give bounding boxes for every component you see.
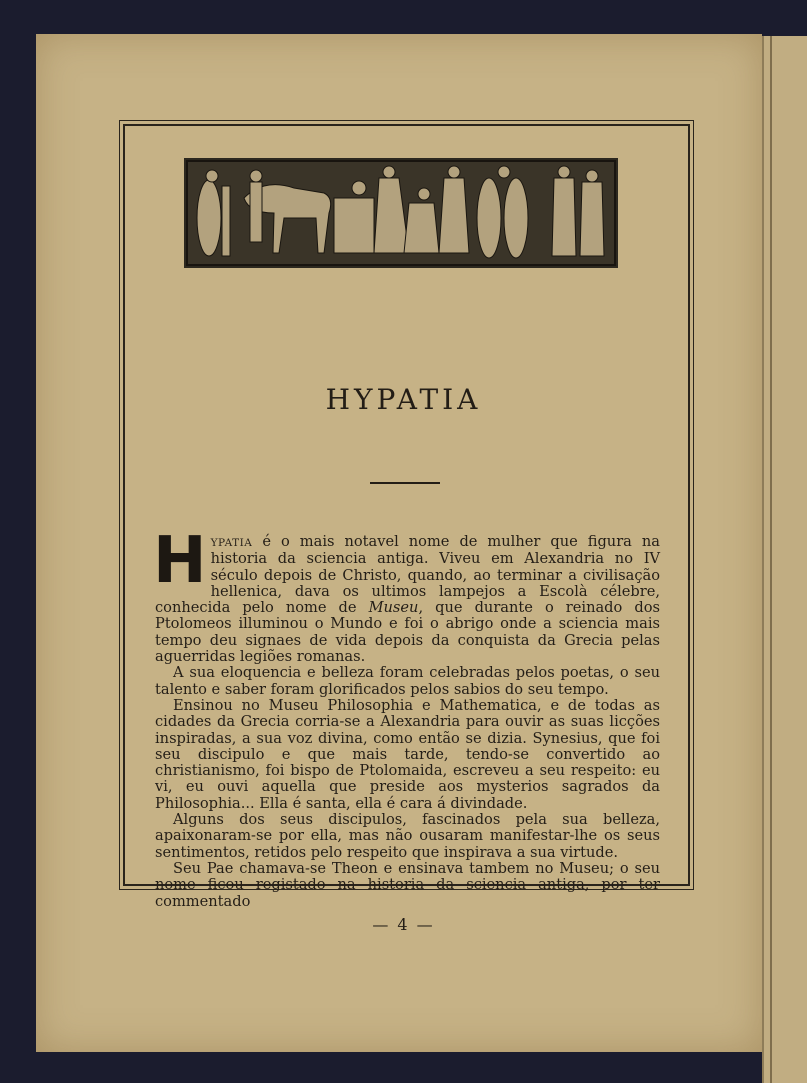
paragraph-1-end: , que durante o reinado dos Ptolomeos illuminou o Mundo e foi o abrigo onde a sciencia mais tempo deu signaes de vida depois da conquista da Grecia pelas aguerridas legiões romanas. [155,599,660,666]
paragraph [153,524,660,666]
frieze-figures [184,158,618,268]
paragraph-3: Ensinou no Museu Philosophia e Mathematica, e de todas as cidades da Grecia corria-se a Alexandria para ouvir as suas licções inspiradas, a sua voz divina, como então se dizia. Synesius, que foi seu discipulo e que mais tarde, tendo-se convertido ao christianismo, foi bispo de Ptolomaida, escreveu a seu respeito: eu vi, eu ouvi aquella que preside aos mysterios sagrados da Philosophia... Ella é santa, ella é cara á divindade. [155,696,660,812]
body-text [153,524,660,910]
page-number: — 4 — [372,915,435,934]
paragraph-1-text: é o mais notavel nome de mulher que figura na historia da sciencia antiga. Viveu em Alexandria no IV século depois de Christo, quando, ao terminar a civilisação hellenica, dava os ultimos lampejos a Escolà célebre, conhecida pelo nome de [155,533,660,617]
paragraph-4: Alguns dos seus discipulos, fascinados pela sua belleza, apaixonaram-se por ella, mas não ousaram manifestar-lhe os seus sentimentos, retidos pelo respeito que inspirava a sua virtude. [155,811,660,861]
title-divider [370,482,440,484]
page-title: HYPATIA [325,383,482,416]
classical-frieze-illustration [184,158,618,268]
first-word-smallcaps: YPATIA [210,537,253,549]
paragraph-2: A sua eloquencia e belleza foram celebradas pelos poetas, o seu talento e saber foram glorificados pelos sabios do seu tempo. [155,664,660,698]
drop-cap: H [153,524,207,598]
paragraph-1-italic: Museu [368,599,419,617]
paragraph-5: Seu Pae chamava-se Theon e ensinava tambem no Museu; o seu nome ficou registado na historia da sciencia antiga, por ter commentado [155,859,660,910]
